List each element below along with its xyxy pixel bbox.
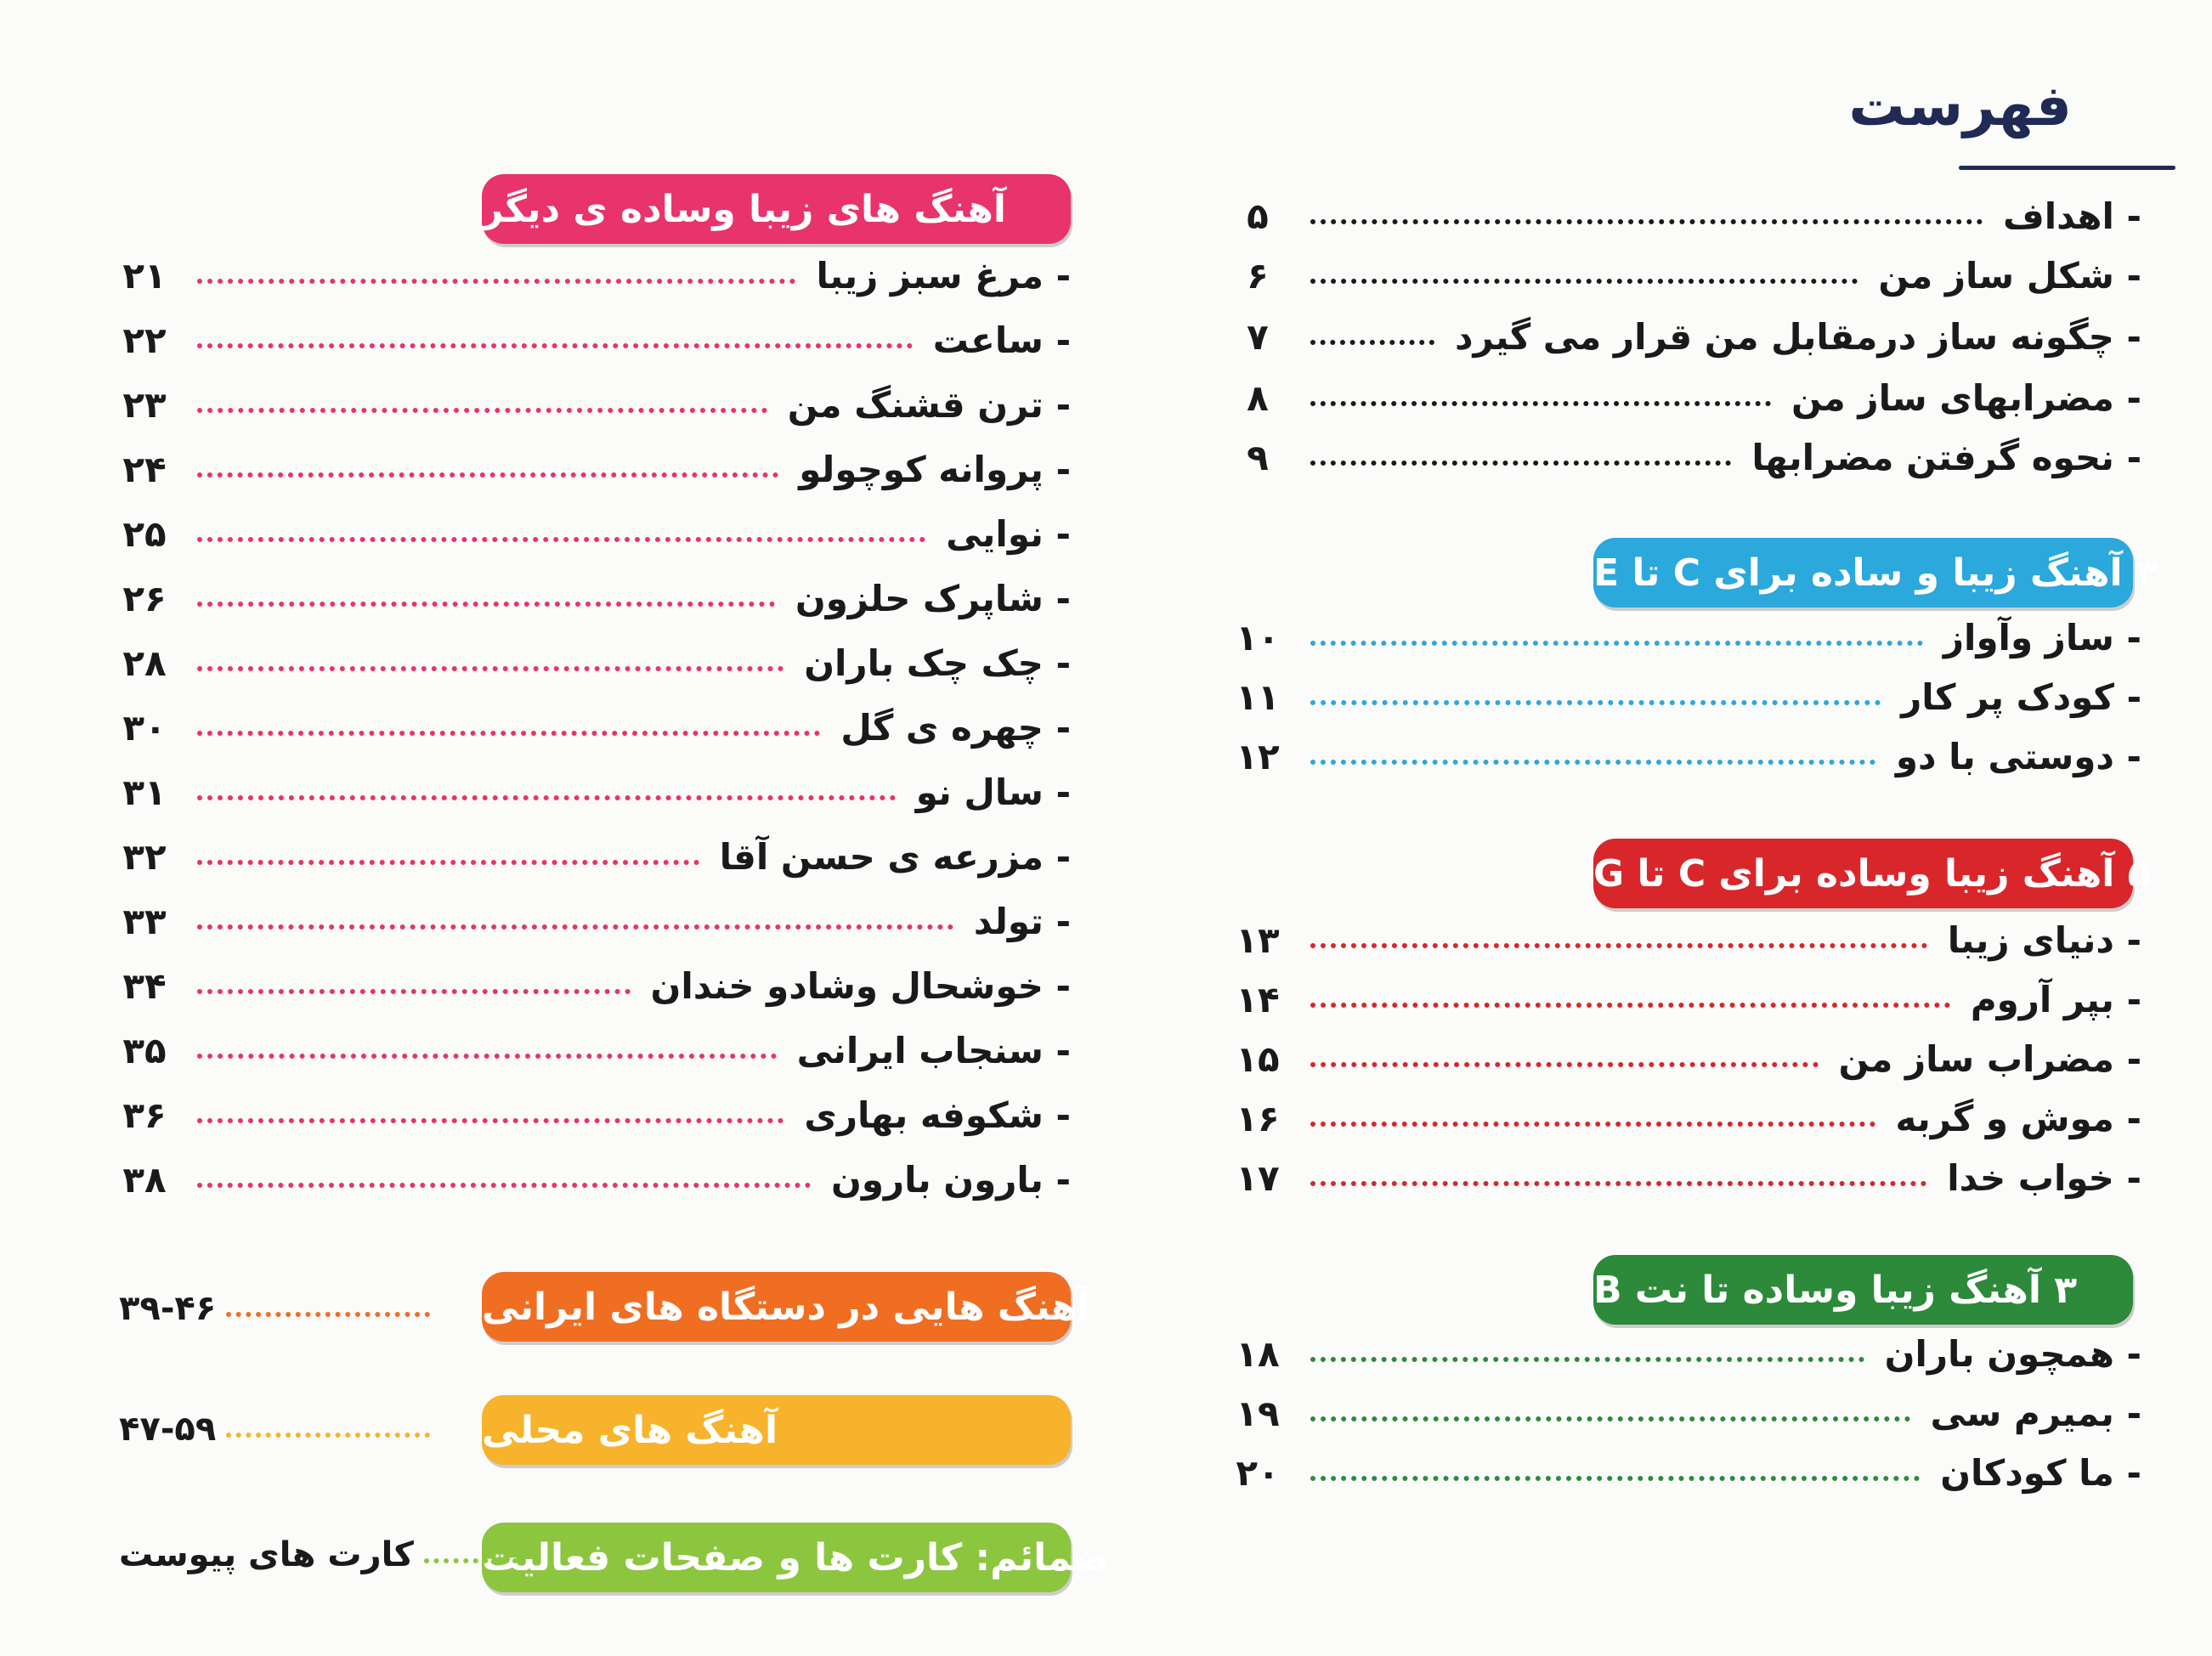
dotted-leader (197, 343, 913, 348)
toc-entry[interactable] (110, 961, 1071, 1010)
page-range: ۴۷-۵۹ (119, 1410, 217, 1449)
title-underline (1959, 166, 2175, 170)
page-number: ۳۸ (122, 1158, 167, 1201)
page-number: ۱۰ (1236, 616, 1280, 658)
entry-label: - دنیای زیبا (1947, 918, 2141, 961)
entry-label: - سنجاب ایرانی (796, 1029, 1071, 1071)
page-number: ۹ (1247, 436, 1269, 478)
dotted-leader (1310, 943, 1927, 948)
dotted-leader (226, 1433, 430, 1438)
local-page-ref (119, 1404, 440, 1455)
entry-label: - مرغ سبز زیبا (816, 254, 1071, 297)
section-heading-text: ۳ آهنگ زیبا وساده تا نت B (1593, 1268, 2078, 1312)
toc-entry[interactable] (1224, 1388, 2141, 1438)
entry-label: - ساعت (932, 319, 1071, 361)
dastgah-page-ref (119, 1283, 440, 1334)
toc-entry[interactable] (110, 767, 1071, 817)
entry-label: - نوایی (946, 512, 1071, 555)
toc-entry[interactable] (1224, 732, 2141, 781)
entry-label: - چگونه ساز درمقابل من قرار می گیرد (1454, 315, 2141, 358)
dotted-leader (197, 731, 820, 736)
dotted-leader (197, 279, 795, 284)
page-number: ۱۶ (1236, 1097, 1280, 1139)
page-number: ۷ (1247, 315, 1269, 358)
appendix-cards-ref: کارت های پیوست (119, 1535, 414, 1574)
toc-entry[interactable] (110, 380, 1071, 429)
entry-label: - شکل ساز من (1878, 254, 2141, 297)
dotted-leader (197, 1054, 777, 1059)
page-number: ۱۵ (1236, 1037, 1280, 1080)
entry-label: - ما کودکان (1940, 1451, 2141, 1494)
appendix-ref (119, 1529, 528, 1580)
page-number: ۳۰ (122, 706, 167, 749)
dotted-leader (1310, 1476, 1920, 1481)
entry-label: - بپر آروم (1970, 978, 2141, 1020)
section-heading-text: ضمائم: کارت ها و صفحات فعالیت (482, 1535, 1109, 1580)
toc-entry[interactable] (1224, 1153, 2141, 1202)
section-heading-c-to-e[interactable] (1593, 538, 2158, 608)
entry-label: - مزرعه ی حسن آقا (719, 835, 1071, 878)
dotted-leader (197, 408, 767, 413)
toc-entry[interactable] (110, 1155, 1071, 1204)
entry-label: - سال نو (915, 771, 1071, 813)
entry-label: - بمیرم سی (1930, 1392, 2141, 1434)
dotted-leader (1310, 219, 1983, 224)
dotted-leader (197, 989, 631, 994)
toc-entry[interactable] (1224, 312, 2141, 361)
entry-label: - مضرابهای ساز من (1791, 376, 2141, 419)
page-number: ۲۵ (122, 512, 167, 555)
dotted-leader (1310, 401, 1771, 406)
page-number: ۳۶ (122, 1094, 167, 1136)
page-number: ۱۴ (1236, 978, 1280, 1020)
section-heading-appendix[interactable] (482, 1523, 1109, 1592)
toc-entry[interactable] (1224, 975, 2141, 1024)
entry-label: - نحوه گرفتن مضرابها (1751, 436, 2141, 478)
toc-entry[interactable] (110, 832, 1071, 881)
entry-label: - ساز وآواز (1943, 616, 2141, 658)
page-number: ۱۱ (1236, 675, 1280, 718)
toc-entry[interactable] (1224, 1034, 2141, 1083)
section-heading-text: ۵ آهنگ زیبا وساده برای C تا G (1593, 851, 2151, 896)
toc-entry[interactable] (1224, 373, 2141, 422)
toc-entry[interactable] (110, 574, 1071, 623)
section-heading-local-songs[interactable] (482, 1395, 1071, 1465)
toc-entry[interactable] (110, 638, 1071, 687)
toc-entry[interactable] (110, 251, 1071, 300)
toc-entry[interactable] (110, 1090, 1071, 1139)
toc-entry[interactable] (1224, 1448, 2141, 1497)
entry-label: - ترن قشنگ من (787, 383, 1071, 426)
toc-entry[interactable] (110, 509, 1071, 558)
page-number: ۱۲ (1236, 735, 1280, 777)
toc-entry[interactable] (1224, 191, 2141, 240)
dotted-leader (1310, 340, 1434, 345)
page-number: ۳۵ (122, 1029, 167, 1071)
page-number: ۶ (1247, 254, 1269, 297)
entry-label: - خواب خدا (1947, 1156, 2141, 1199)
page-number: ۲۱ (122, 254, 167, 297)
toc-entry[interactable] (110, 315, 1071, 365)
dotted-leader (1310, 1181, 1926, 1186)
dotted-leader (197, 602, 775, 607)
section-heading-text: ۳ آهنگ زیبا و ساده برای C تا E (1593, 551, 2158, 595)
entry-label: - تولد (973, 900, 1071, 942)
entry-label: - پروانه کوچولو (799, 448, 1071, 490)
dotted-leader (1310, 461, 1731, 466)
page-number: ۲۰ (1236, 1451, 1280, 1494)
section-heading-other-songs[interactable] (482, 174, 1071, 244)
entry-label: - شکوفه بهاری (804, 1094, 1071, 1136)
page-number: ۱۳ (1236, 918, 1280, 961)
page-title: فهرست (1848, 73, 2072, 138)
page-number: ۲۲ (122, 319, 167, 361)
toc-entry[interactable] (1224, 672, 2141, 721)
toc-entry[interactable] (1224, 613, 2141, 662)
entry-label: - مضراب ساز من (1838, 1037, 2141, 1080)
page-number: ۳۳ (122, 900, 167, 942)
page-number: ۸ (1247, 376, 1269, 419)
entry-label: - بارون بارون (830, 1158, 1071, 1201)
dotted-leader (1310, 760, 1875, 765)
entry-label: - اهداف (2002, 195, 2141, 237)
section-heading-c-to-g[interactable] (1593, 839, 2151, 908)
toc-entry[interactable] (1224, 251, 2141, 300)
dotted-leader (1310, 1003, 1950, 1008)
entry-label: - چهره ی گل (840, 706, 1071, 749)
entry-label: - شاپرک حلزون (795, 577, 1071, 619)
dotted-leader (197, 537, 925, 542)
toc-entry[interactable] (1224, 432, 2141, 482)
section-heading-text: آهنگ های زیبا وساده ی دیگر (482, 187, 1006, 231)
dotted-leader (197, 795, 896, 800)
dotted-leader (197, 1183, 811, 1188)
dotted-leader (197, 666, 784, 671)
toc-entry[interactable] (1224, 915, 2141, 964)
section-heading-dastgah[interactable] (482, 1272, 1090, 1342)
toc-entry[interactable] (110, 703, 1071, 752)
dotted-leader (1310, 279, 1858, 284)
toc-entry[interactable] (110, 444, 1071, 494)
entry-label: - چک چک باران (804, 641, 1071, 684)
page-number: ۳۲ (122, 835, 167, 878)
page-number: ۲۴ (122, 448, 167, 490)
dotted-leader (226, 1312, 430, 1317)
section-heading-to-b[interactable] (1593, 1255, 2133, 1325)
page-number: ۱۸ (1236, 1332, 1280, 1375)
dotted-leader (197, 860, 699, 865)
page-number: ۱۷ (1236, 1156, 1280, 1199)
toc-entry[interactable] (110, 1026, 1071, 1075)
dotted-leader (197, 924, 953, 930)
page-number: ۲۶ (122, 577, 167, 619)
dotted-leader (1310, 1122, 1875, 1127)
toc-entry[interactable] (1224, 1329, 2141, 1378)
dotted-leader (1310, 1062, 1819, 1067)
page-number: ۳۴ (122, 964, 167, 1007)
section-heading-text: آهنگ های محلی (482, 1408, 778, 1452)
page-number: ۳۱ (122, 771, 167, 813)
dotted-leader (1310, 700, 1881, 705)
section-heading-text: آهنگ هایی در دستگاه های ایرانی (482, 1285, 1090, 1329)
entry-label: - دوستی با دو (1895, 735, 2141, 777)
entry-label: - خوشحال وشادو خندان (650, 964, 1071, 1007)
dotted-leader (1310, 1416, 1910, 1421)
dotted-leader (1310, 641, 1923, 646)
dotted-leader (1310, 1357, 1864, 1362)
entry-label: - همچون باران (1884, 1332, 2141, 1375)
page-range: ۳۹-۴۶ (119, 1289, 217, 1328)
entry-label: - موش و گربه (1895, 1097, 2141, 1139)
dotted-leader (424, 1558, 518, 1563)
page-number: ۱۹ (1236, 1392, 1280, 1434)
page-number: ۲۳ (122, 383, 167, 426)
dotted-leader (197, 1118, 784, 1123)
page-number: ۲۸ (122, 641, 167, 684)
toc-entry[interactable] (110, 896, 1071, 946)
page-number: ۵ (1247, 195, 1269, 237)
dotted-leader (197, 472, 778, 478)
toc-entry[interactable] (1224, 1094, 2141, 1143)
entry-label: - کودک پر کار (1901, 675, 2141, 718)
